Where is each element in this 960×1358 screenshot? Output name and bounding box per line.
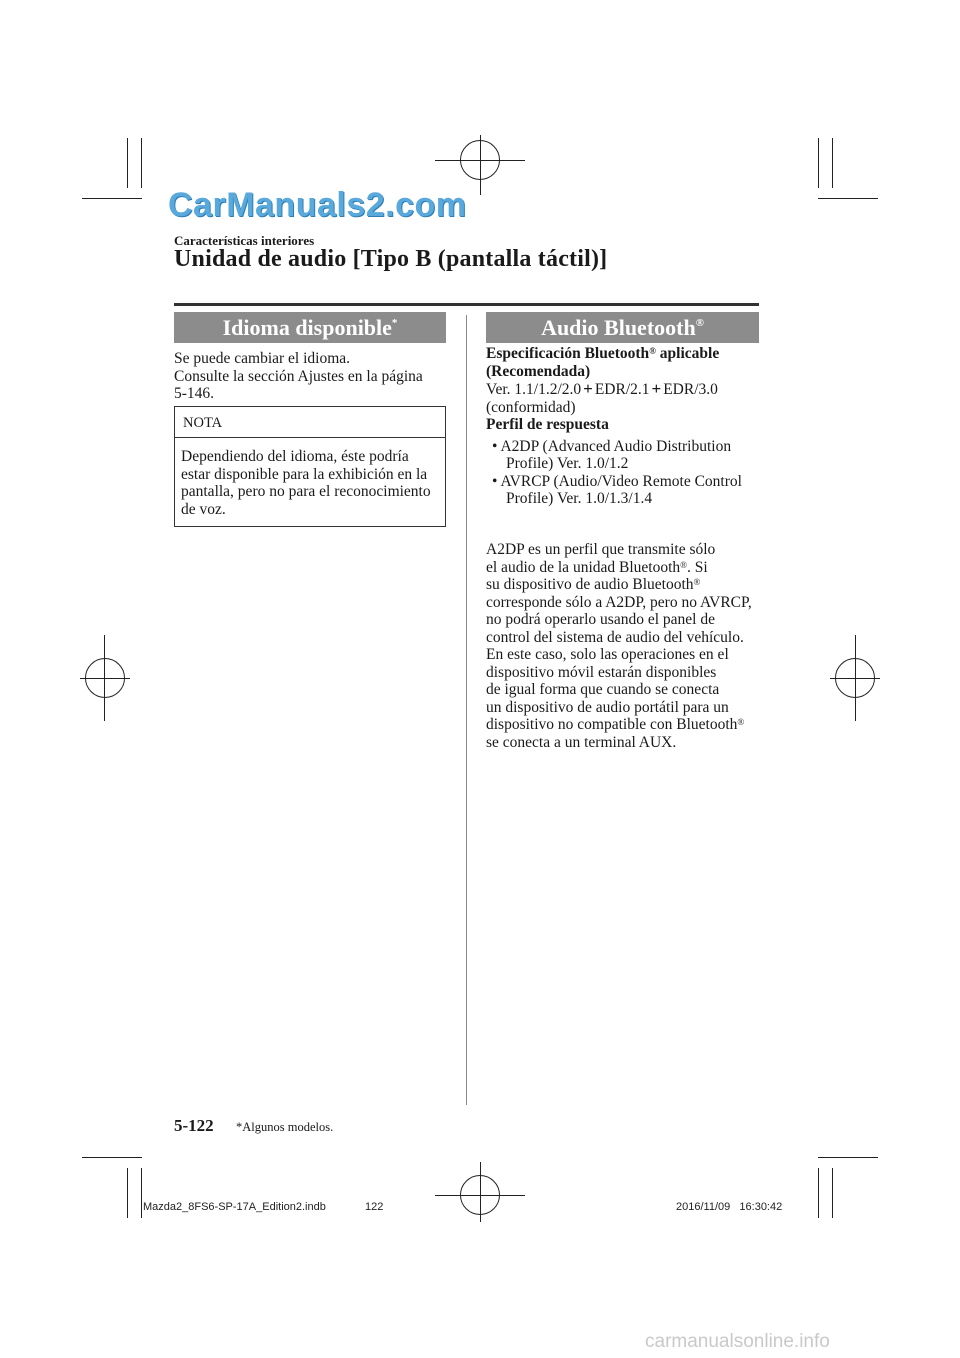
crop-mark [818,198,878,199]
site-logo: CarManuals2.com [168,186,467,224]
text-line: 5-146. [174,385,215,402]
registration-mark-line [480,135,481,195]
list-item: • A2DP (Advanced Audio Distribution Profile) Ver. 1.0/1.2 [492,437,732,472]
optional-mark: * [391,317,398,329]
timestamp: 2016/11/09 16:30:42 [676,1201,783,1213]
note-title: NOTA [183,415,223,431]
section-label: Características interiores [174,233,315,248]
bluetooth-spec [486,345,761,508]
conformity-line: (conformidad) [486,398,576,416]
page-number: 5-122 [174,1116,214,1135]
crop-mark [832,138,833,188]
crop-mark [818,1168,819,1218]
registration-mark-line [104,635,105,721]
spec-title: Especificación Bluetooth® aplicable [486,345,720,362]
text-line: Dependiendo del idioma, éste podría [181,448,409,465]
heading-text: Audio Bluetooth [541,315,696,340]
column-divider [466,315,467,1105]
file-name: Mazda2_8FS6-SP-17A_Edition2.indb [143,1201,326,1213]
watermark: carmanualsonline.info [645,1331,830,1352]
bullet-icon: • [492,472,498,490]
title-rule [174,303,759,306]
version-line: Ver. 1.1/1.2/2.0 + EDR/2.1 + EDR/3.0 [486,379,718,398]
heading-audio-bluetooth [486,312,759,343]
heading-idioma-disponible [174,312,446,343]
text-line: pantalla, pero no para el reconocimiento [181,483,431,500]
registered-mark: ® [693,577,701,587]
note-text [181,448,443,518]
registration-mark-line [480,1162,481,1222]
registered-mark: ® [680,559,687,570]
note-divider [174,437,446,438]
text-line: de voz. [181,500,226,518]
crop-mark [82,1157,142,1158]
footnote: *Algunos modelos. [236,1120,334,1134]
crop-mark [818,1157,878,1158]
crop-mark [818,138,819,188]
registered-mark: ® [737,717,745,727]
text-line: estar disponible para la exhibición en la [181,465,428,483]
list-item: • AVRCP (Audio/Video Remote Control Profile) Ver. 1.0/1.3/1.4 [492,472,742,507]
plus-icon: + [583,379,593,398]
language-paragraph [174,350,454,403]
plus-icon: + [651,379,662,398]
page-title: Unidad de audio [Tipo B (pantalla táctil)] [174,246,608,272]
text-line: Consulte la sección Ajustes en la página [174,367,423,385]
a2dp-paragraph: A2DP es un perfil que transmite sólo el audio de la unidad Bluetooth®. Si su dispositivo de audio Bluetooth® corresponde sólo a A2DP, pero no AVRCP, no podrá operarlo usando el panel de control del sistema de audio del vehículo. En este caso, solo las operaciones en el dispositivo móvil estarán disponibles de igual forma que cuando se conecta un dispositivo de audio portátil para un dispositivo no compatible con Bluetooth® se conecta a un terminal AUX. [486,541,752,751]
crop-mark [141,138,142,188]
crop-mark [832,1168,833,1218]
crop-mark [127,1168,128,1218]
crop-mark [127,138,128,188]
file-page: 122 [365,1201,384,1213]
profile-list [492,438,761,508]
bullet-icon: • [492,437,498,455]
crop-mark [82,198,142,199]
profile-title: Perfil de respuesta [486,416,609,433]
registration-mark-line [855,635,856,721]
heading-text: Idioma disponible [222,315,392,340]
text-line: Se puede cambiar el idioma. [174,350,351,367]
spec-title-line2: (Recomendada) [486,362,591,380]
registered-mark: ® [695,317,704,329]
